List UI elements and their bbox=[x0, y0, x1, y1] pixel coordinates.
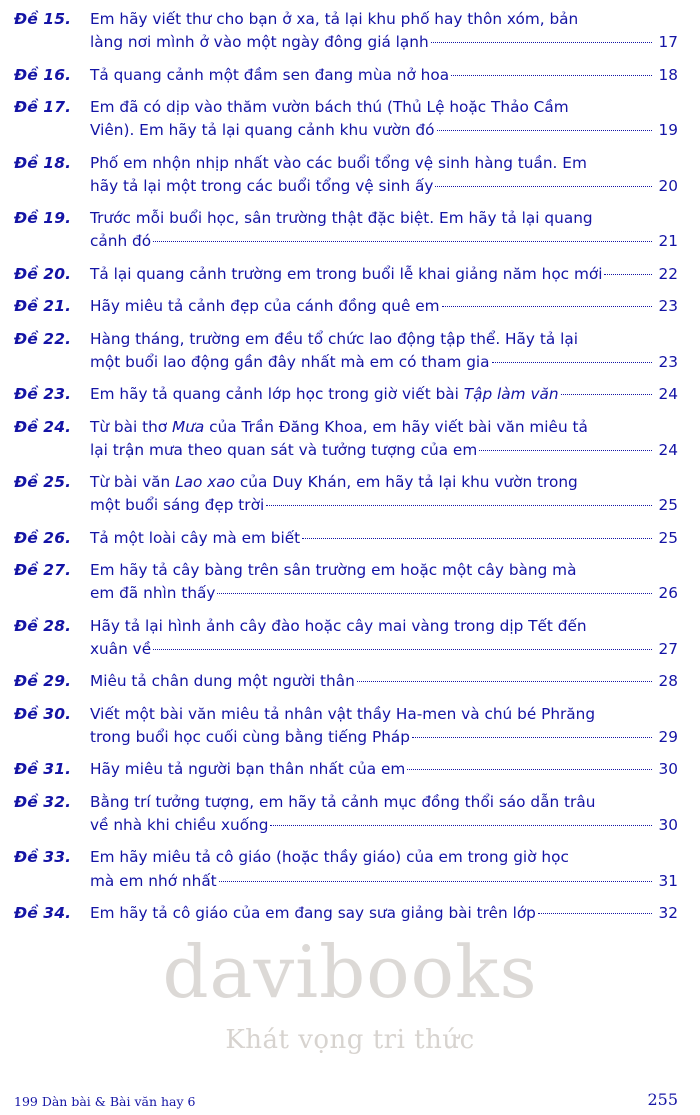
toc-entry-page-number: 24 bbox=[658, 440, 678, 459]
toc-entry-line bbox=[90, 351, 678, 374]
toc-entry[interactable] bbox=[14, 295, 678, 319]
toc-entry-page-number: 30 bbox=[658, 760, 678, 779]
toc-entry-line bbox=[90, 559, 678, 582]
toc-entry-page-number: 26 bbox=[658, 584, 678, 603]
toc-entry-label: Đề 18. bbox=[14, 153, 72, 172]
toc-entry[interactable] bbox=[14, 670, 678, 694]
toc-entry-line bbox=[90, 328, 678, 351]
toc-entry[interactable] bbox=[14, 703, 678, 750]
toc-entry-page-number: 20 bbox=[658, 176, 678, 195]
toc-entry-label: Đề 26. bbox=[14, 528, 72, 547]
toc-entry-line bbox=[90, 8, 678, 31]
toc-entry[interactable] bbox=[14, 152, 678, 199]
toc-entry-page-number: 27 bbox=[658, 639, 678, 658]
toc-entry-body bbox=[90, 263, 678, 286]
toc-entry-body bbox=[90, 416, 678, 463]
toc-entry-line bbox=[90, 758, 678, 781]
toc-entry-body bbox=[90, 96, 678, 143]
toc-entry-text: Em hãy tả quang cảnh lớp học trong giờ viết bài bbox=[90, 385, 464, 404]
toc-entry-line bbox=[90, 96, 678, 119]
toc-entry-text: Em hãy tả cô giáo của em đang say sưa giảng bài trên lớp bbox=[90, 903, 536, 922]
toc-entry-text: Phố em nhộn nhịp nhất vào các buổi tổng vệ sinh hàng tuần. Em bbox=[90, 153, 587, 172]
toc-entry-label: Đề 31. bbox=[14, 760, 72, 779]
toc-entry-page-number: 29 bbox=[658, 728, 678, 747]
toc-entry-page-number: 22 bbox=[658, 264, 678, 283]
toc-entry-text: Từ bài văn bbox=[90, 473, 176, 492]
toc-leader-dots bbox=[412, 737, 652, 738]
toc-entry-body bbox=[90, 559, 678, 606]
toc-entry-body bbox=[90, 295, 678, 318]
toc-entry-label: Đề 22. bbox=[14, 329, 72, 348]
toc-leader-dots bbox=[217, 593, 652, 594]
toc-entry-page-number: 21 bbox=[658, 232, 678, 251]
toc-entry[interactable] bbox=[14, 471, 678, 518]
toc-entry-line bbox=[90, 846, 678, 869]
toc-entry[interactable] bbox=[14, 416, 678, 463]
toc-entry-text: Miêu tả chân dung một người thân bbox=[90, 672, 355, 691]
toc-entry[interactable] bbox=[14, 207, 678, 254]
toc-entry-line bbox=[90, 416, 678, 439]
toc-entry-label: Đề 16. bbox=[14, 65, 72, 84]
toc-entry-text-cont: của Trần Đăng Khoa, em hãy viết bài văn miêu tả bbox=[204, 417, 588, 436]
toc-entry-text: xuân về bbox=[90, 639, 152, 658]
toc-entry-line bbox=[90, 263, 678, 286]
toc-entry-line bbox=[90, 383, 678, 406]
toc-entry-line bbox=[90, 582, 678, 605]
footer-page-number: 255 bbox=[647, 1090, 678, 1109]
toc-entry-body bbox=[90, 791, 678, 838]
toc-entry-text: trong buổi học cuối cùng bằng tiếng Pháp bbox=[90, 728, 411, 747]
toc-entry-page-number: 32 bbox=[658, 903, 678, 922]
toc-entry-text: cảnh đó bbox=[90, 232, 152, 251]
toc-entry-text: Tả lại quang cảnh trường em trong buổi lễ khai giảng năm học mới bbox=[90, 264, 603, 283]
toc-entry-label: Đề 24. bbox=[14, 417, 72, 436]
toc-leader-dots bbox=[219, 881, 652, 882]
toc-entry-line bbox=[90, 207, 678, 230]
toc-entry-page-number: 25 bbox=[658, 496, 678, 515]
toc-entry-line bbox=[90, 64, 678, 87]
toc-entry[interactable] bbox=[14, 64, 678, 88]
toc-entry[interactable] bbox=[14, 615, 678, 662]
toc-entry-body bbox=[90, 758, 678, 781]
toc-entry-text: làng nơi mình ở vào một ngày đông giá lạnh bbox=[90, 33, 429, 52]
toc-entry-page-number: 25 bbox=[658, 528, 678, 547]
toc-entry-label: Đề 25. bbox=[14, 473, 72, 492]
toc-entry-page-number: 18 bbox=[658, 65, 678, 84]
toc-entry-text: Hãy tả lại hình ảnh cây đào hoặc cây mai vàng trong dịp Tết đến bbox=[90, 616, 587, 635]
toc-entry-line bbox=[90, 175, 678, 198]
toc-entry-label: Đề 20. bbox=[14, 264, 72, 283]
toc-entry-line bbox=[90, 814, 678, 837]
toc-entry-page-number: 23 bbox=[658, 352, 678, 371]
toc-leader-dots bbox=[437, 130, 653, 131]
toc-entry[interactable] bbox=[14, 758, 678, 782]
toc-entry-text: Viết một bài văn miêu tả nhân vật thầy Ha-men và chú bé Phrăng bbox=[90, 704, 596, 723]
toc-entry-body bbox=[90, 383, 678, 406]
toc-entry-line bbox=[90, 870, 678, 893]
toc-leader-dots bbox=[561, 394, 652, 395]
toc-entry-text: Trước mỗi buổi học, sân trường thật đặc biệt. Em hãy tả lại quang bbox=[90, 209, 593, 228]
toc-entry[interactable] bbox=[14, 328, 678, 375]
toc-entry-line bbox=[90, 295, 678, 318]
toc-entry[interactable] bbox=[14, 383, 678, 407]
toc-entry-text: một buổi sáng đẹp trời bbox=[90, 496, 265, 515]
toc-leader-dots bbox=[153, 241, 652, 242]
toc-entry-line bbox=[90, 119, 678, 142]
toc-entry-text: Từ bài thơ bbox=[90, 417, 173, 436]
toc-entry-line bbox=[90, 152, 678, 175]
toc-entry-label: Đề 34. bbox=[14, 903, 72, 922]
toc-entry-line bbox=[90, 902, 678, 925]
toc-entry-page-number: 30 bbox=[658, 816, 678, 835]
toc-entry-line bbox=[90, 703, 678, 726]
toc-entry-line bbox=[90, 726, 678, 749]
toc-entry-page-number: 17 bbox=[658, 33, 678, 52]
toc-entry-body bbox=[90, 846, 678, 893]
toc-entry-text: Tả một loài cây mà em biết bbox=[90, 528, 301, 547]
toc-entry-label: Đề 27. bbox=[14, 561, 72, 580]
toc-entry[interactable] bbox=[14, 846, 678, 893]
toc-leader-dots bbox=[407, 769, 652, 770]
toc-entry-italic-title: Lao xao bbox=[175, 473, 235, 492]
toc-entry-body bbox=[90, 703, 678, 750]
toc-entry-line bbox=[90, 471, 678, 494]
toc-entry-line bbox=[90, 670, 678, 693]
toc-leader-dots bbox=[492, 362, 652, 363]
toc-leader-dots bbox=[538, 913, 652, 914]
toc-leader-dots bbox=[302, 538, 652, 539]
toc-entry-label: Đề 17. bbox=[14, 98, 72, 117]
toc-entry-body bbox=[90, 902, 678, 925]
toc-entry-text: Tả quang cảnh một đầm sen đang mùa nở hoa bbox=[90, 65, 450, 84]
toc-entry-italic-title: Tập làm văn bbox=[463, 385, 559, 404]
toc-entry-text: Hãy miêu tả người bạn thân nhất của em bbox=[90, 760, 406, 779]
toc-entry-label: Đề 23. bbox=[14, 385, 72, 404]
toc-entry-line bbox=[90, 31, 678, 54]
footer-book-title: 199 Dàn bài & Bài văn hay 6 bbox=[14, 1094, 196, 1109]
toc-entry-body bbox=[90, 670, 678, 693]
toc-entry-body bbox=[90, 8, 678, 55]
toc-entry-label: Đề 33. bbox=[14, 848, 72, 867]
toc-entry[interactable] bbox=[14, 791, 678, 838]
toc-leader-dots bbox=[442, 306, 652, 307]
toc-entry-text: hãy tả lại một trong các buổi tổng vệ sinh ấy bbox=[90, 176, 434, 195]
toc-entry-label: Đề 19. bbox=[14, 209, 72, 228]
table-of-contents bbox=[14, 8, 678, 925]
toc-entry-text: một buổi lao động gần đây nhất mà em có tham gia bbox=[90, 352, 490, 371]
toc-entry-label: Đề 29. bbox=[14, 672, 72, 691]
toc-entry-line bbox=[90, 494, 678, 517]
toc-entry-line bbox=[90, 615, 678, 638]
toc-entry-text: mà em nhớ nhất bbox=[90, 871, 217, 890]
toc-entry-text: Bằng trí tưởng tượng, em hãy tả cảnh mục đồng thổi sáo dẫn trâu bbox=[90, 792, 596, 811]
toc-leader-dots bbox=[479, 450, 652, 451]
toc-entry-text: Em đã có dịp vào thăm vườn bách thú (Thủ Lệ hoặc Thảo Cầm bbox=[90, 98, 569, 117]
toc-entry-text: Viên). Em hãy tả lại quang cảnh khu vườn đó bbox=[90, 121, 435, 140]
toc-entry-body bbox=[90, 328, 678, 375]
toc-entry-line bbox=[90, 638, 678, 661]
watermark-sub-text: Khát vọng tri thức bbox=[225, 1025, 475, 1055]
toc-entry-text: Hàng tháng, trường em đều tổ chức lao động tập thể. Hãy tả lại bbox=[90, 329, 578, 348]
toc-entry-body bbox=[90, 527, 678, 550]
toc-entry-text: Hãy miêu tả cảnh đẹp của cánh đồng quê em bbox=[90, 297, 440, 316]
toc-entry-page-number: 23 bbox=[658, 297, 678, 316]
toc-entry-text: Em hãy viết thư cho bạn ở xa, tả lại khu phố hay thôn xóm, bản bbox=[90, 10, 579, 28]
toc-entry[interactable] bbox=[14, 263, 678, 287]
toc-entry-page-number: 28 bbox=[658, 672, 678, 691]
toc-entry-label: Đề 15. bbox=[14, 10, 72, 28]
toc-entry-line bbox=[90, 230, 678, 253]
toc-entry[interactable] bbox=[14, 96, 678, 143]
toc-entry-label: Đề 30. bbox=[14, 704, 72, 723]
toc-leader-dots bbox=[266, 505, 652, 506]
toc-entry[interactable] bbox=[14, 559, 678, 606]
toc-leader-dots bbox=[431, 42, 652, 43]
toc-entry-body bbox=[90, 615, 678, 662]
toc-entry-body bbox=[90, 64, 678, 87]
watermark-main-text: davibooks bbox=[162, 930, 538, 1014]
toc-leader-dots bbox=[270, 825, 652, 826]
toc-entry-line bbox=[90, 439, 678, 462]
toc-entry-line bbox=[90, 527, 678, 550]
toc-entry-page-number: 31 bbox=[658, 871, 678, 890]
toc-entry-text: em đã nhìn thấy bbox=[90, 584, 216, 603]
toc-leader-dots bbox=[153, 649, 652, 650]
toc-entry-text: về nhà khi chiều xuống bbox=[90, 816, 269, 835]
toc-entry[interactable] bbox=[14, 902, 678, 926]
toc-entry-page-number: 24 bbox=[658, 385, 678, 404]
toc-entry-text: Em hãy miêu tả cô giáo (hoặc thầy giáo) của em trong giờ học bbox=[90, 848, 569, 867]
toc-leader-dots bbox=[451, 75, 652, 76]
toc-entry-body bbox=[90, 471, 678, 518]
toc-entry-label: Đề 21. bbox=[14, 297, 72, 316]
toc-entry-text-cont: của Duy Khán, em hãy tả lại khu vườn trong bbox=[235, 473, 578, 492]
toc-entry-body bbox=[90, 152, 678, 199]
toc-entry[interactable] bbox=[14, 8, 678, 55]
toc-leader-dots bbox=[435, 186, 652, 187]
toc-entry-label: Đề 32. bbox=[14, 792, 72, 811]
toc-entry[interactable] bbox=[14, 527, 678, 551]
toc-entry-text: lại trận mưa theo quan sát và tưởng tượng của em bbox=[90, 440, 478, 459]
page-footer bbox=[0, 1090, 700, 1109]
toc-entry-italic-title: Mưa bbox=[172, 417, 205, 436]
toc-entry-body bbox=[90, 207, 678, 254]
toc-entry-text: Em hãy tả cây bàng trên sân trường em hoặc một cây bàng mà bbox=[90, 561, 577, 580]
toc-entry-line bbox=[90, 791, 678, 814]
toc-leader-dots bbox=[357, 681, 652, 682]
toc-entry-label: Đề 28. bbox=[14, 616, 72, 635]
toc-entry-page-number: 19 bbox=[658, 121, 678, 140]
toc-leader-dots bbox=[604, 274, 652, 275]
